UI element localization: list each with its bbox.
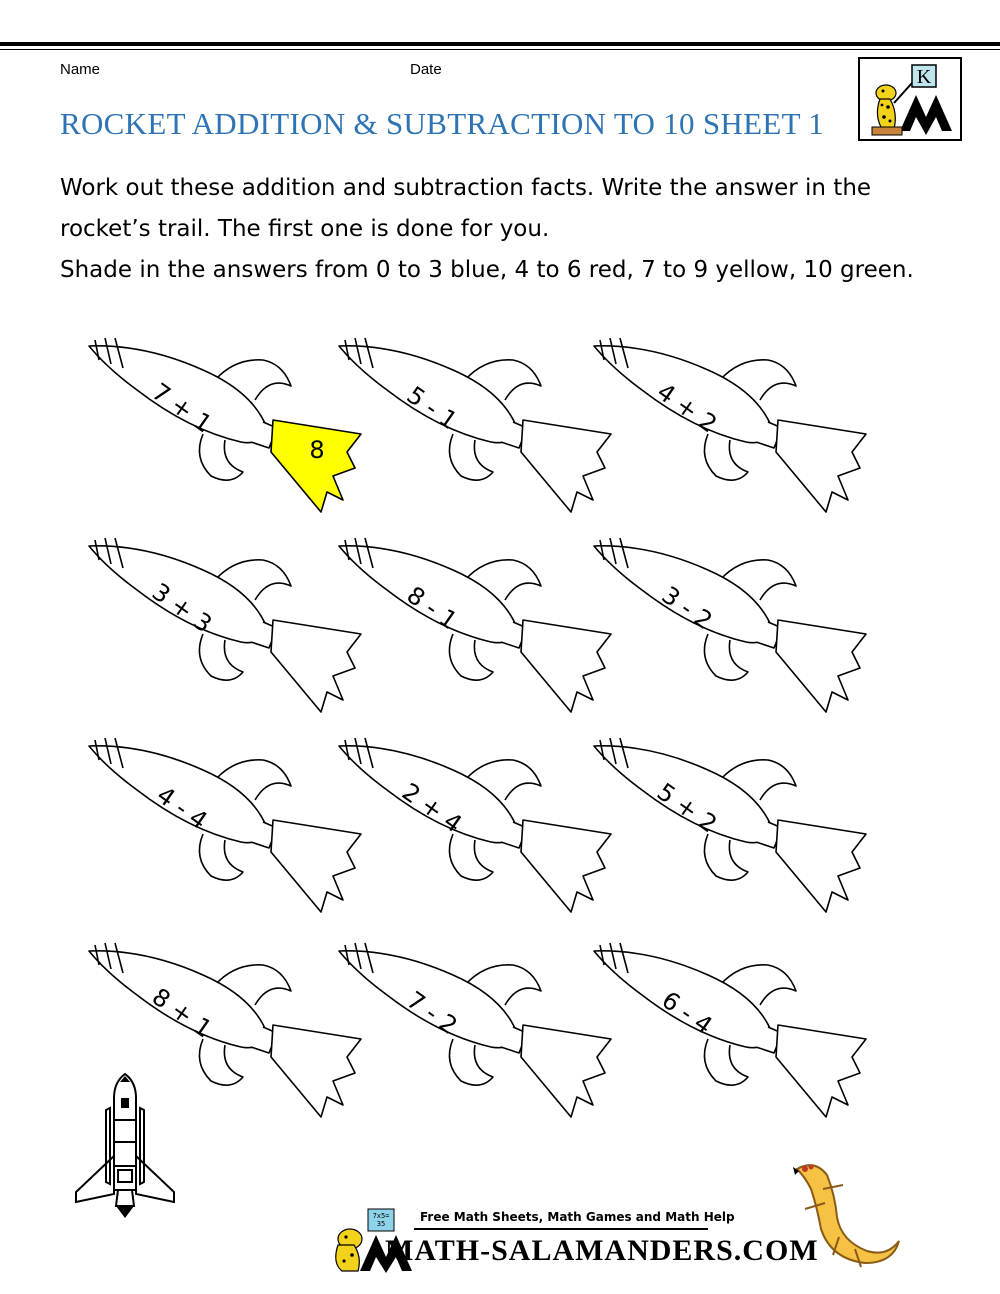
instructions-line-1: Work out these addition and subtraction facts. Write the answer in the rocket’s trail. The first one is done for you. (60, 175, 872, 242)
rocket-problem: 2 + 4 (396, 777, 468, 839)
rocket-problem: 6 - 4 (656, 985, 718, 1041)
rocket-problem: 5 - 1 (401, 380, 463, 436)
rocket-2 (335, 330, 625, 530)
date-label: Date (410, 61, 442, 78)
rocket-1 (85, 330, 375, 530)
salamander-logo-icon (860, 59, 960, 139)
rocket-8 (335, 730, 625, 930)
rocket-problem: 3 - 2 (656, 580, 718, 636)
rocket-12 (590, 935, 880, 1135)
page-title: ROCKET ADDITION & SUBTRACTION TO 10 SHEET 1 (60, 106, 825, 141)
rocket-answer[interactable]: 8 (309, 436, 325, 464)
rocket-problem: 4 + 2 (651, 377, 723, 439)
header-rule-thin (0, 49, 1000, 50)
rocket-grid (0, 330, 1000, 1110)
footer-badge-text: 7x5= 35 (372, 1212, 390, 1228)
rocket-problem: 4 - 4 (151, 780, 213, 836)
rocket-11 (335, 935, 625, 1135)
rocket-3 (590, 330, 880, 530)
rocket-problem: 8 + 1 (146, 982, 218, 1044)
rocket-9 (590, 730, 880, 930)
rocket-5 (335, 530, 625, 730)
space-shuttle-icon (70, 1070, 180, 1220)
rocket-problem: 5 + 2 (651, 777, 723, 839)
rocket-problem: 8 - 1 (401, 580, 463, 636)
rocket-problem: 3 + 3 (146, 577, 218, 639)
logo-letter: K (916, 66, 932, 88)
rocket-problem: 7 + 1 (146, 377, 218, 439)
rocket-7 (85, 730, 375, 930)
instructions (60, 168, 960, 291)
footer-tagline: Free Math Sheets, Math Games and Math Help (420, 1210, 735, 1224)
rocket-6 (590, 530, 880, 730)
instructions-line-2: Shade in the answers from 0 to 3 blue, 4 to 6 red, 7 to 9 yellow, 10 green. (60, 257, 914, 283)
header-rule-thick (0, 42, 1000, 46)
kindergarten-logo (858, 57, 962, 141)
name-label: Name (60, 61, 101, 78)
footer-brand: MATH-SALAMANDERS.COM (385, 1234, 819, 1267)
rocket-4 (85, 530, 375, 730)
rocket-problem: 7 - 2 (401, 985, 463, 1041)
